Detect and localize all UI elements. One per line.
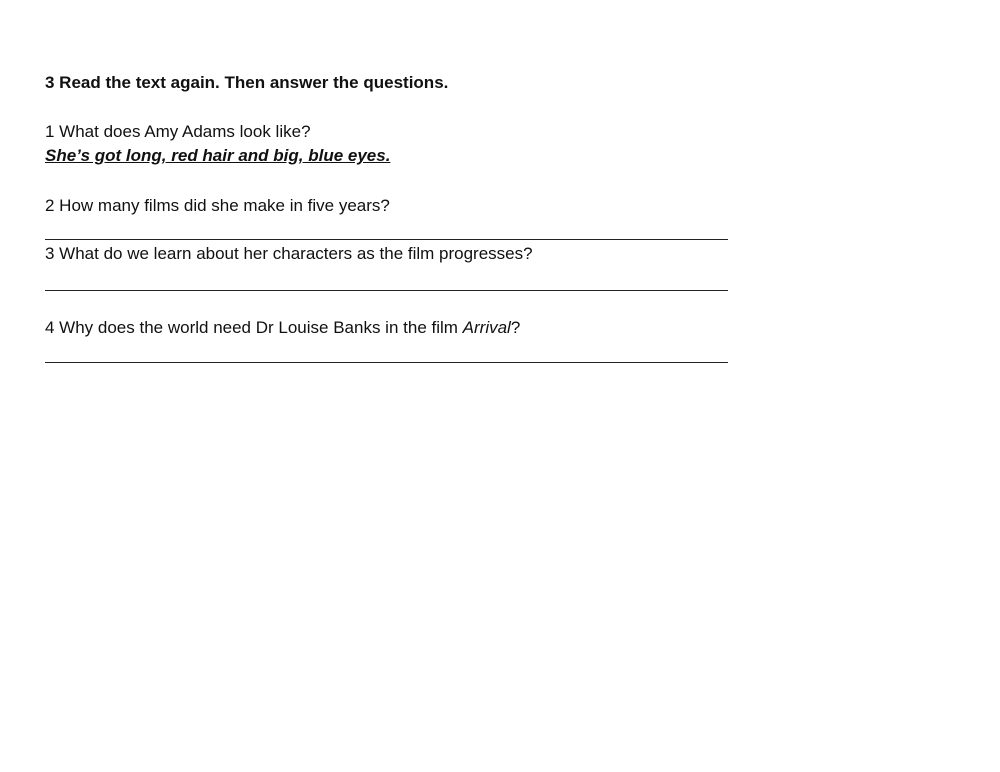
question-3-answer-line[interactable] <box>45 290 728 291</box>
question-4-film-title: Arrival <box>462 318 511 337</box>
question-2-answer-line[interactable] <box>45 239 728 240</box>
question-4-text-before: 4 Why does the world need Dr Louise Banks in the film <box>45 318 463 337</box>
question-3: 3 What do we learn about her characters as the film progresses? <box>45 244 533 263</box>
question-1-example-answer: She’s got long, red hair and big, blue eyes. <box>45 146 391 165</box>
exercise-heading: 3 Read the text again. Then answer the questions. <box>45 73 449 92</box>
question-2: 2 How many films did she make in five years? <box>45 196 390 215</box>
question-4 <box>45 318 520 338</box>
question-4-text-after: ? <box>510 318 521 337</box>
question-4-answer-line[interactable] <box>45 362 728 363</box>
question-1: 1 What does Amy Adams look like? <box>45 122 311 141</box>
